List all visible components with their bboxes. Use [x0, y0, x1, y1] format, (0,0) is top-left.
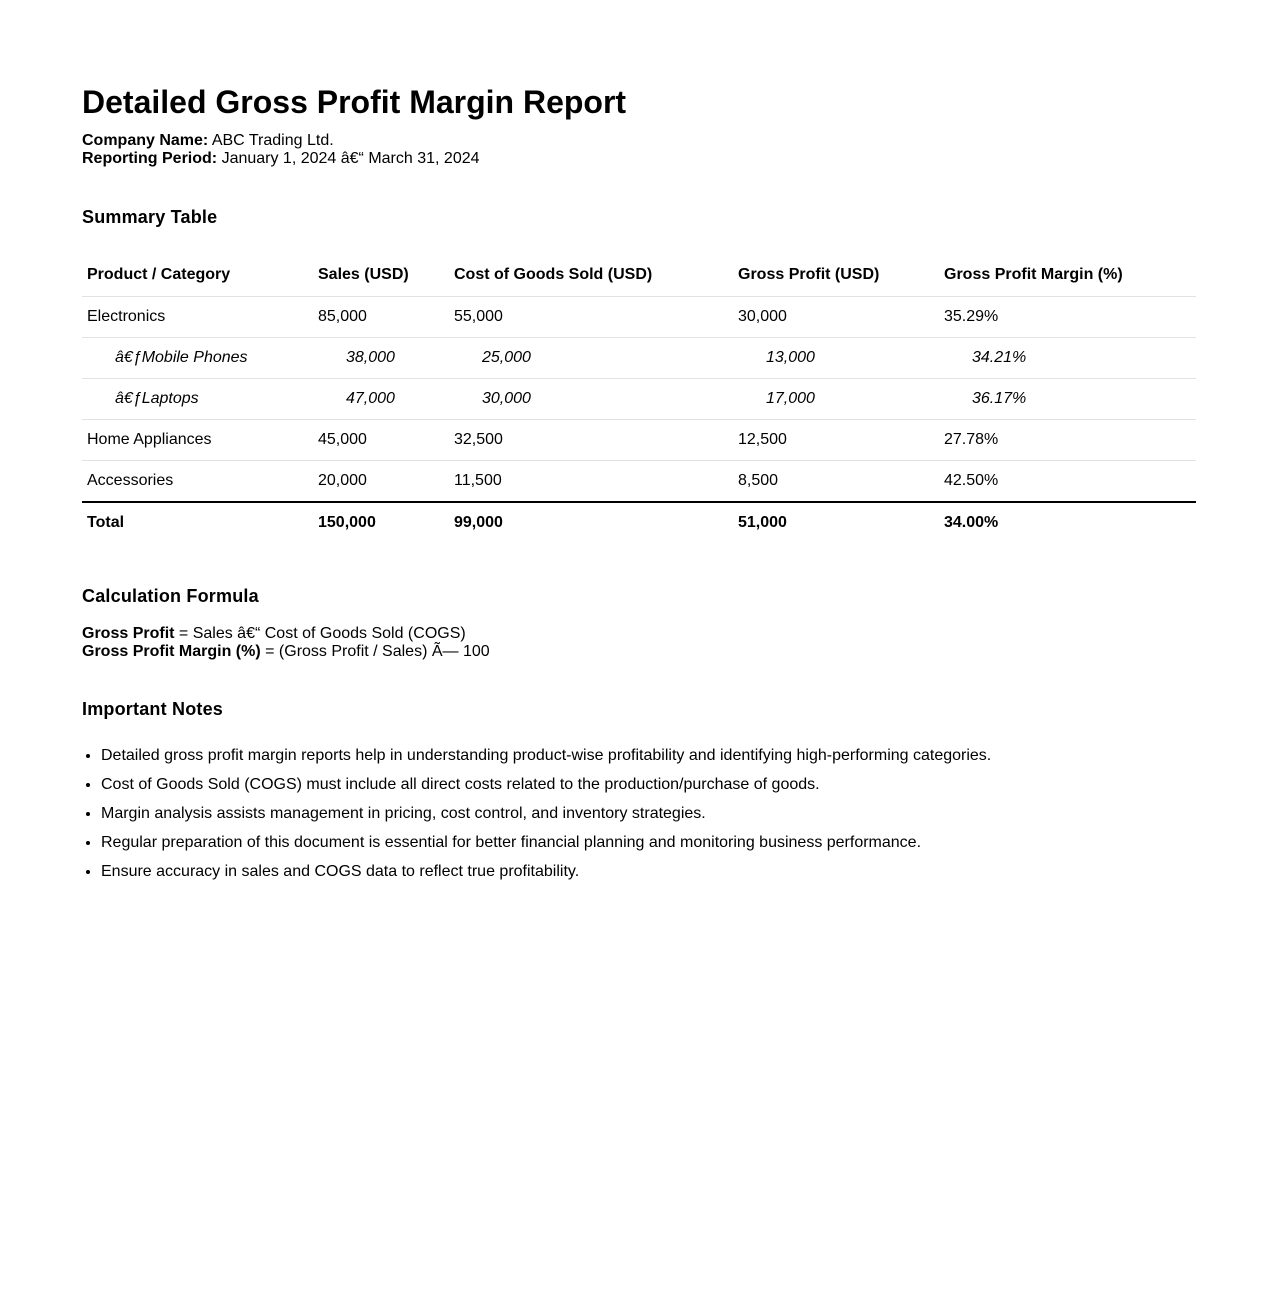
total-label: Total [82, 502, 313, 543]
cell-sales: 85,000 [313, 297, 449, 338]
sub-category-label: â€ƒLaptops [115, 390, 199, 407]
cell-gross-profit: 30,000 [733, 297, 939, 338]
cell-cogs [449, 338, 733, 379]
gross-profit-formula-label: Gross Profit [82, 625, 175, 642]
column-header-cogs: Cost of Goods Sold (USD) [449, 254, 733, 297]
total-sales: 150,000 [313, 502, 449, 543]
table-row [82, 420, 1196, 461]
list-item: • Margin analysis assists management in pricing, cost control, and inventory strategies. [101, 805, 1196, 823]
cell-category: Accessories [82, 461, 313, 503]
gross-profit-margin-formula-text: = (Gross Profit / Sales) Ã— 100 [260, 643, 490, 660]
table-header-row [82, 254, 1196, 297]
sub-category-label: â€ƒMobile Phones [115, 349, 248, 366]
cell-sales [313, 379, 449, 420]
table-row [82, 297, 1196, 338]
cell-sales: 45,000 [313, 420, 449, 461]
cell-margin [939, 379, 1196, 420]
column-header-sales: Sales (USD) [313, 254, 449, 297]
sub-margin-value: 34.21% [972, 349, 1027, 366]
company-value: ABC Trading Ltd. [211, 132, 334, 149]
sub-cogs-value: 30,000 [482, 390, 531, 407]
total-margin: 34.00% [939, 502, 1196, 543]
gross-profit-formula-text: = Sales â€“ Cost of Goods Sold (COGS) [174, 625, 466, 642]
cell-sales: 20,000 [313, 461, 449, 503]
summary-table [82, 254, 1196, 543]
page-title: Detailed Gross Profit Margin Report [82, 84, 627, 120]
table-total-row [82, 502, 1196, 543]
list-item: • Cost of Goods Sold (COGS) must include all direct costs related to the production/purchase of goods. [101, 776, 1196, 794]
cell-gross-profit: 12,500 [733, 420, 939, 461]
list-item: • Regular preparation of this document is essential for better financial planning and monitoring business performance. [101, 834, 1196, 852]
sub-gross-profit-value: 17,000 [766, 390, 815, 407]
period-value: January 1, 2024 â€“ March 31, 2024 [221, 150, 480, 167]
formula-block [82, 625, 1196, 661]
list-item: • Ensure accuracy in sales and COGS data to reflect true profitability. [101, 863, 1196, 881]
cell-cogs: 32,500 [449, 420, 733, 461]
gross-profit-formula [82, 625, 1196, 643]
gross-profit-margin-formula-label: Gross Profit Margin (%) [82, 643, 261, 660]
sub-sales-value: 47,000 [346, 390, 395, 407]
company-label: Company Name: [82, 132, 209, 149]
company-line [82, 132, 1196, 150]
cell-gross-profit: 8,500 [733, 461, 939, 503]
report-meta [82, 132, 1196, 168]
notes-heading: Important Notes [82, 699, 224, 719]
column-header-gross-profit: Gross Profit (USD) [733, 254, 939, 297]
cell-cogs: 55,000 [449, 297, 733, 338]
column-header-product: Product / Category [82, 254, 313, 297]
period-label: Reporting Period: [82, 150, 218, 167]
cell-margin: 27.78% [939, 420, 1196, 461]
cell-cogs [449, 379, 733, 420]
cell-gross-profit [733, 338, 939, 379]
summary-heading: Summary Table [82, 207, 218, 227]
cell-category: Home Appliances [82, 420, 313, 461]
column-header-margin: Gross Profit Margin (%) [939, 254, 1196, 297]
gross-profit-margin-formula [82, 643, 1196, 661]
cell-category [82, 379, 313, 420]
total-cogs: 99,000 [449, 502, 733, 543]
notes-list [82, 747, 1196, 881]
cell-cogs: 11,500 [449, 461, 733, 503]
formula-heading: Calculation Formula [82, 586, 259, 606]
cell-category: Electronics [82, 297, 313, 338]
cell-margin: 42.50% [939, 461, 1196, 503]
list-item: • Detailed gross profit margin reports help in understanding product-wise profitability and identifying high-performing categories. [101, 747, 1196, 765]
cell-gross-profit [733, 379, 939, 420]
table-row-sub [82, 379, 1196, 420]
period-line [82, 150, 1196, 168]
sub-cogs-value: 25,000 [482, 349, 531, 366]
total-gross-profit: 51,000 [733, 502, 939, 543]
sub-sales-value: 38,000 [346, 349, 395, 366]
sub-margin-value: 36.17% [972, 390, 1027, 407]
cell-category [82, 338, 313, 379]
table-row [82, 461, 1196, 503]
cell-margin [939, 338, 1196, 379]
sub-gross-profit-value: 13,000 [766, 349, 815, 366]
cell-margin: 35.29% [939, 297, 1196, 338]
cell-sales [313, 338, 449, 379]
table-row-sub [82, 338, 1196, 379]
